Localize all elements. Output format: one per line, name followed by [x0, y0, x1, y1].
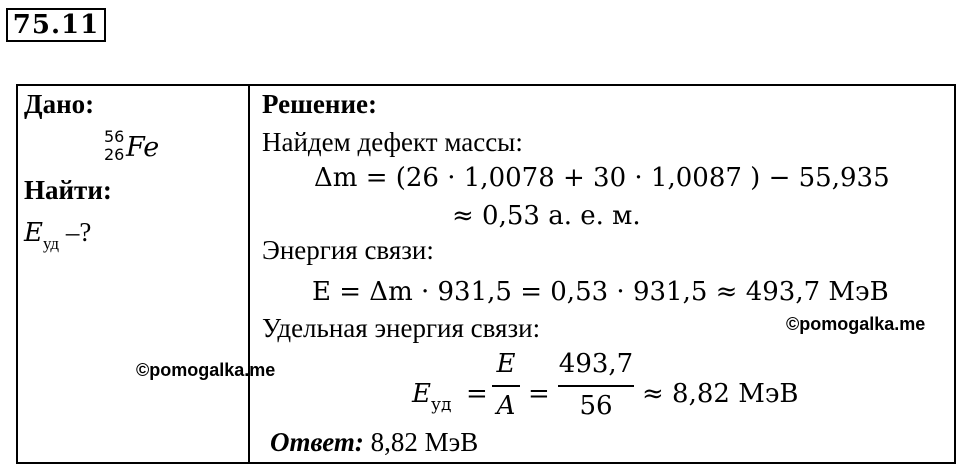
- fraction-1-bar: [492, 385, 520, 387]
- solution-line-specific-energy: Удельная энергия связи:: [262, 313, 541, 343]
- problem-number: 75.11: [6, 8, 106, 42]
- solution-line-mass-defect: Найдем дефект массы:: [262, 127, 523, 157]
- given-heading: Дано:: [24, 89, 95, 119]
- eq3-equals-1: =: [466, 379, 488, 409]
- find-heading: Найти:: [24, 175, 112, 205]
- find-quantity: [24, 216, 91, 252]
- answer-label: Ответ:: [270, 427, 364, 457]
- column-divider: [248, 84, 250, 464]
- eq3-lhs-sub: уд: [430, 395, 452, 415]
- eq3-result: ≈ 8,82 МэВ: [642, 379, 799, 409]
- eq3-equals-2: =: [528, 379, 550, 409]
- watermark-left: ©pomogalka.me: [136, 360, 276, 380]
- find-sub: уд: [42, 234, 60, 253]
- fraction-1-numerator: E: [496, 349, 516, 379]
- fraction-E-over-A: [492, 348, 520, 424]
- answer-line: [270, 426, 478, 458]
- watermark-right: ©pomogalka.me: [786, 314, 926, 334]
- find-rest: –?: [59, 217, 92, 247]
- eq3-lhs: E: [412, 379, 431, 409]
- solution-line-binding-energy: Энергия связи:: [262, 235, 434, 265]
- answer-value: 8,82 МэВ: [363, 427, 479, 457]
- equation-binding-energy: E = Δm · 931,5 = 0,53 · 931,5 ≈ 493,7 МэВ: [312, 277, 889, 307]
- equation-specific-lhs: [412, 378, 451, 413]
- isotope-mass-number: 56: [104, 127, 125, 146]
- solution-heading: Решение:: [262, 89, 377, 119]
- fraction-2-bar: [558, 385, 634, 387]
- isotope-symbol: Fe: [126, 132, 160, 163]
- equation-mass-defect-result: ≈ 0,53 а. е. м.: [452, 201, 641, 231]
- fraction-2-numerator: 493,7: [558, 349, 634, 379]
- find-var: E: [24, 218, 43, 248]
- fraction-2-denominator: 56: [579, 391, 613, 421]
- fraction-1-denominator: A: [496, 391, 516, 421]
- isotope-charge-number: 26: [104, 145, 125, 164]
- fraction-energy-over-mass: [558, 348, 634, 424]
- equation-mass-defect: Δm = (26 · 1,0078 + 30 · 1,0087 ) − 55,935: [314, 163, 890, 193]
